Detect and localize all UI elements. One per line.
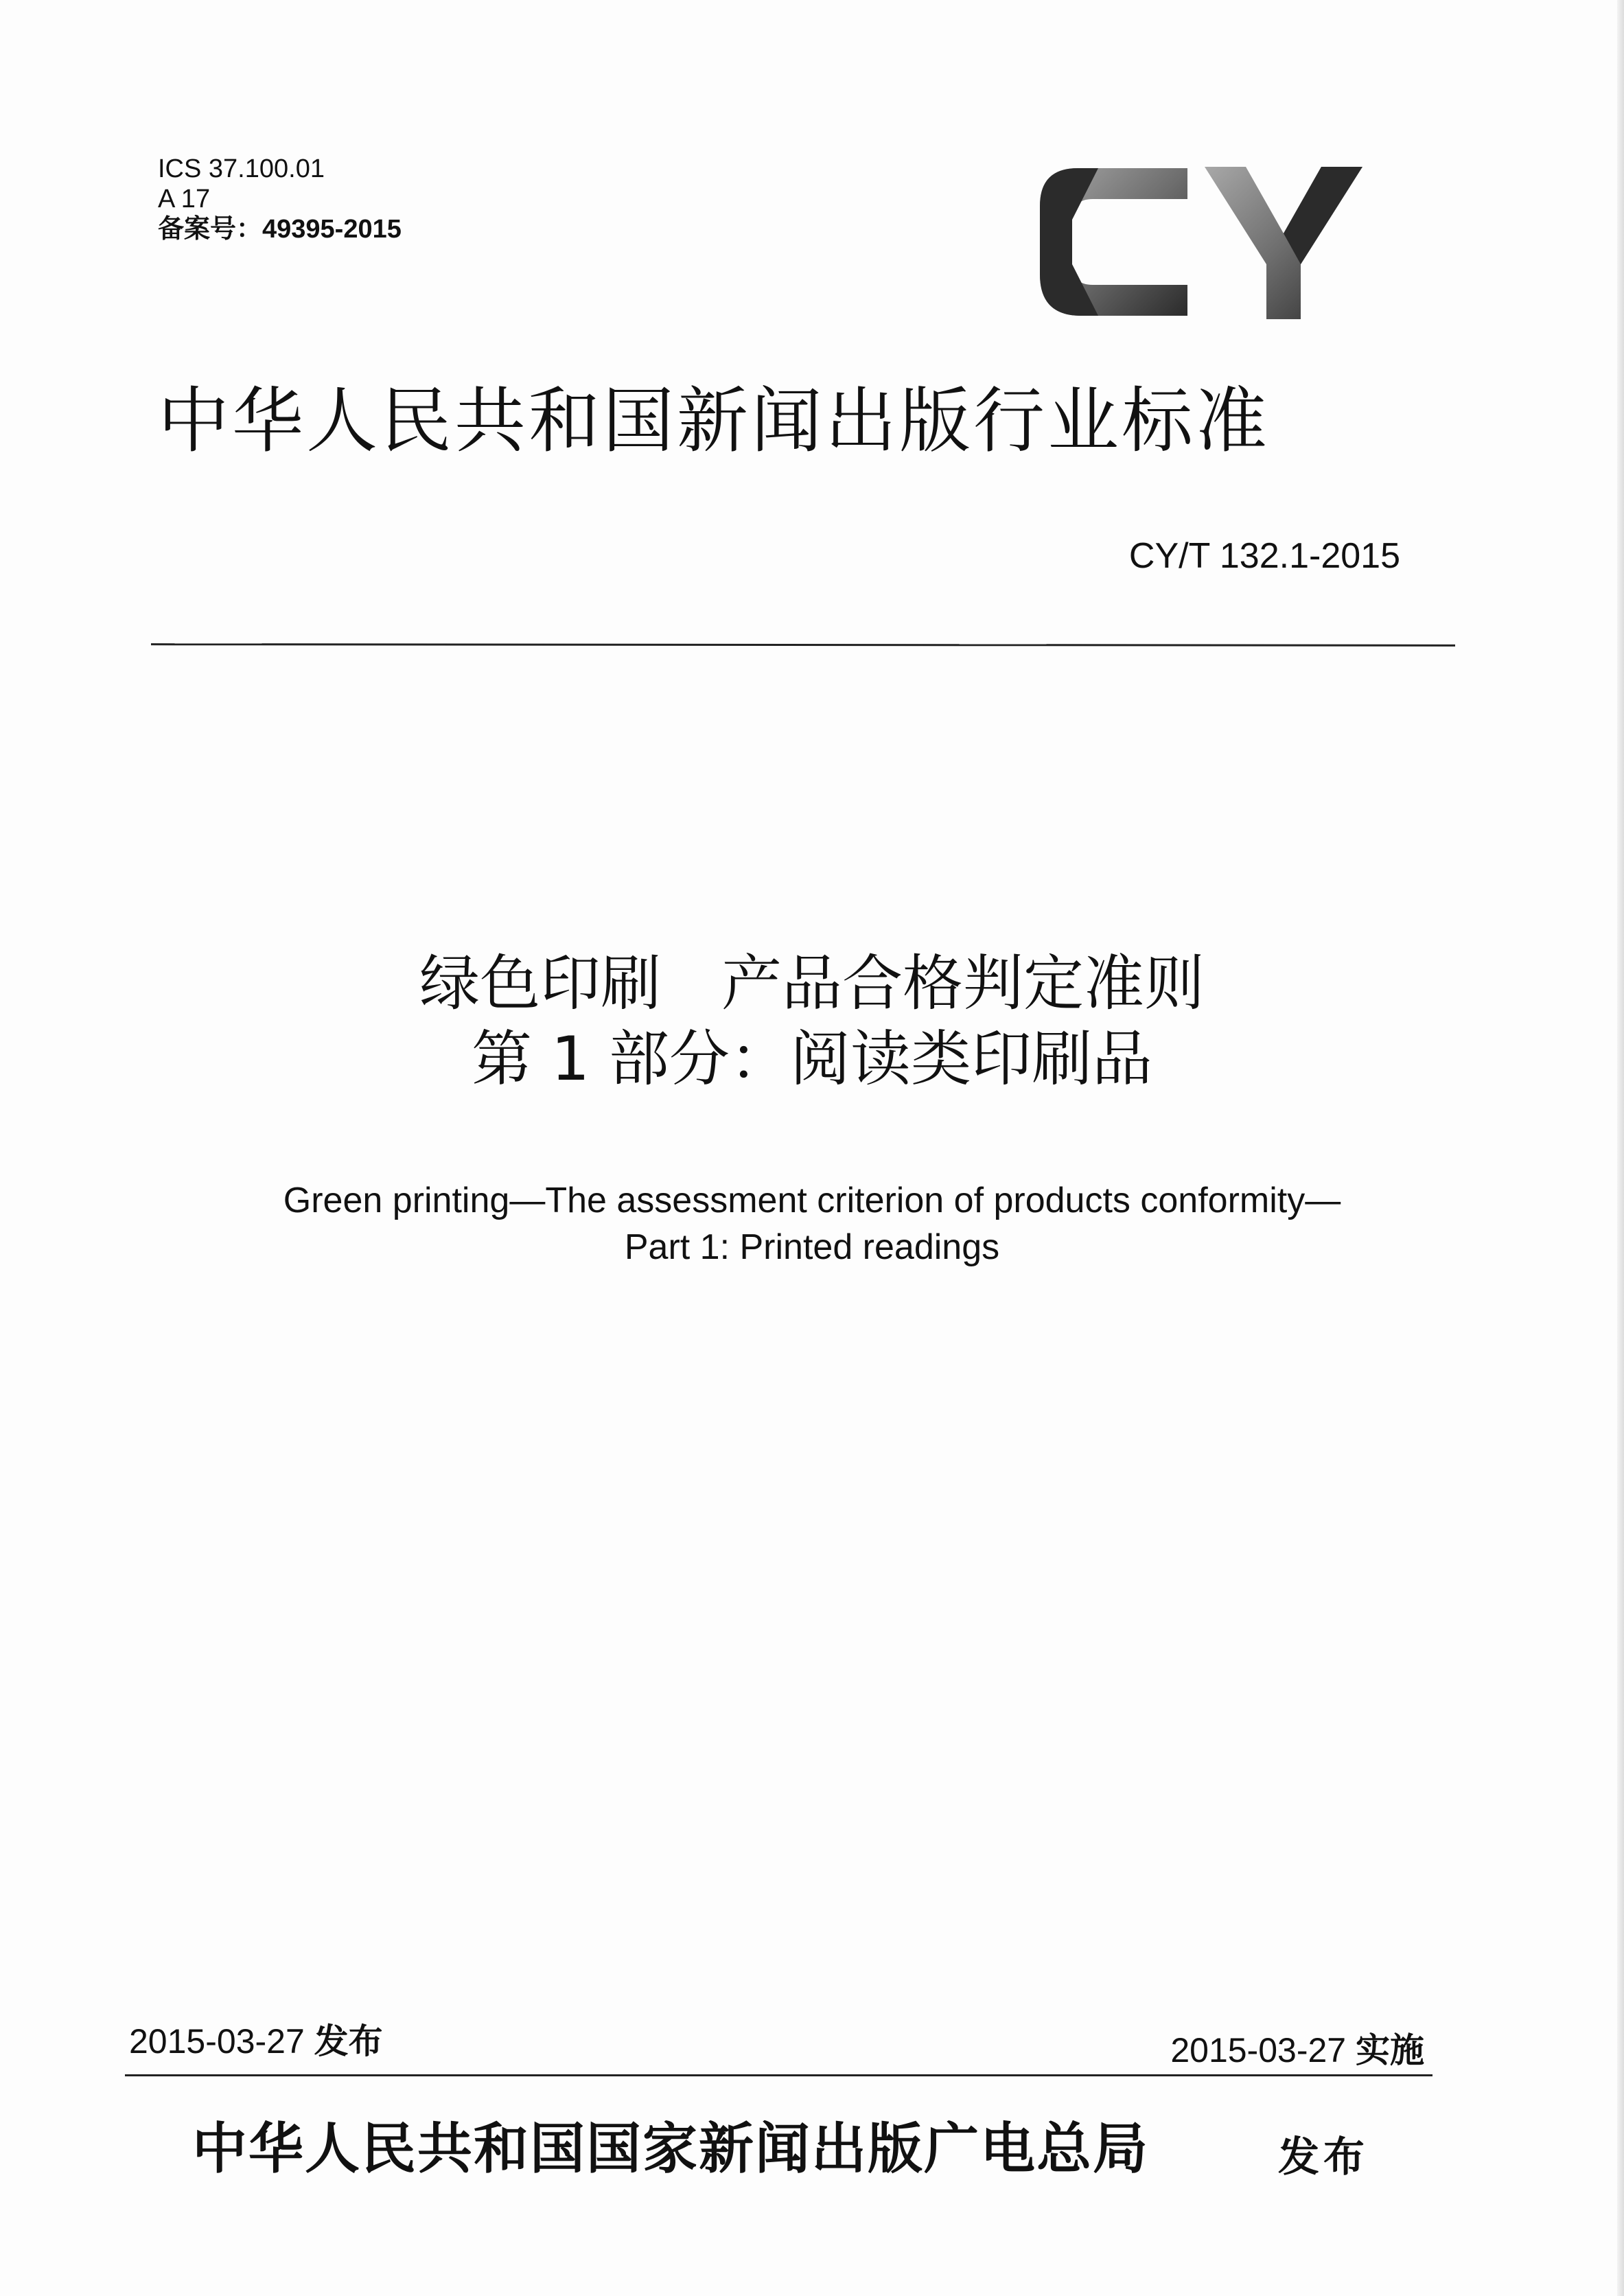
standard-code: CY/T 132.1-2015 xyxy=(1128,536,1400,576)
org-title: 中华人民共和国新闻出版行业标准 xyxy=(158,379,1271,463)
issuer-suffix: 发布 xyxy=(1278,2133,1369,2181)
footer-divider xyxy=(125,2074,1432,2076)
cn-title-line-2: 第 1 部分：阅读类印刷品 xyxy=(472,1023,1152,1094)
filing-number: 备案号：49395-2015 xyxy=(158,215,402,244)
header-divider xyxy=(151,643,1455,647)
issue-date: 2015-03-27 xyxy=(129,2022,305,2061)
class-code: A 17 xyxy=(158,185,211,213)
meta-block xyxy=(158,154,402,244)
cn-title-line-1: 绿色印刷 产品合格判定准则 xyxy=(419,948,1205,1019)
en-title-line-2: Part 1: Printed readings xyxy=(624,1227,1000,1267)
ics-code: ICS 37.100.01 xyxy=(158,154,325,183)
implementation-label: 实施 xyxy=(1356,2030,1424,2070)
logo-letter-y-shade xyxy=(1284,167,1362,264)
implementation-date: 2015-03-27 xyxy=(1170,2031,1347,2069)
issue-date-block xyxy=(129,2019,383,2063)
cy-logo xyxy=(1030,148,1373,333)
en-title xyxy=(0,1177,1624,1271)
en-title-line-1: Green printing—The assessment criterion of products conformity— xyxy=(283,1181,1341,1220)
cn-title xyxy=(0,946,1624,1097)
issue-label: 发布 xyxy=(314,2021,383,2061)
implementation-date-block xyxy=(1050,2028,1424,2072)
issuer-name: 中华人民共和国国家新闻出版广电总局 xyxy=(192,2116,1149,2181)
scan-edge xyxy=(1617,0,1624,2296)
